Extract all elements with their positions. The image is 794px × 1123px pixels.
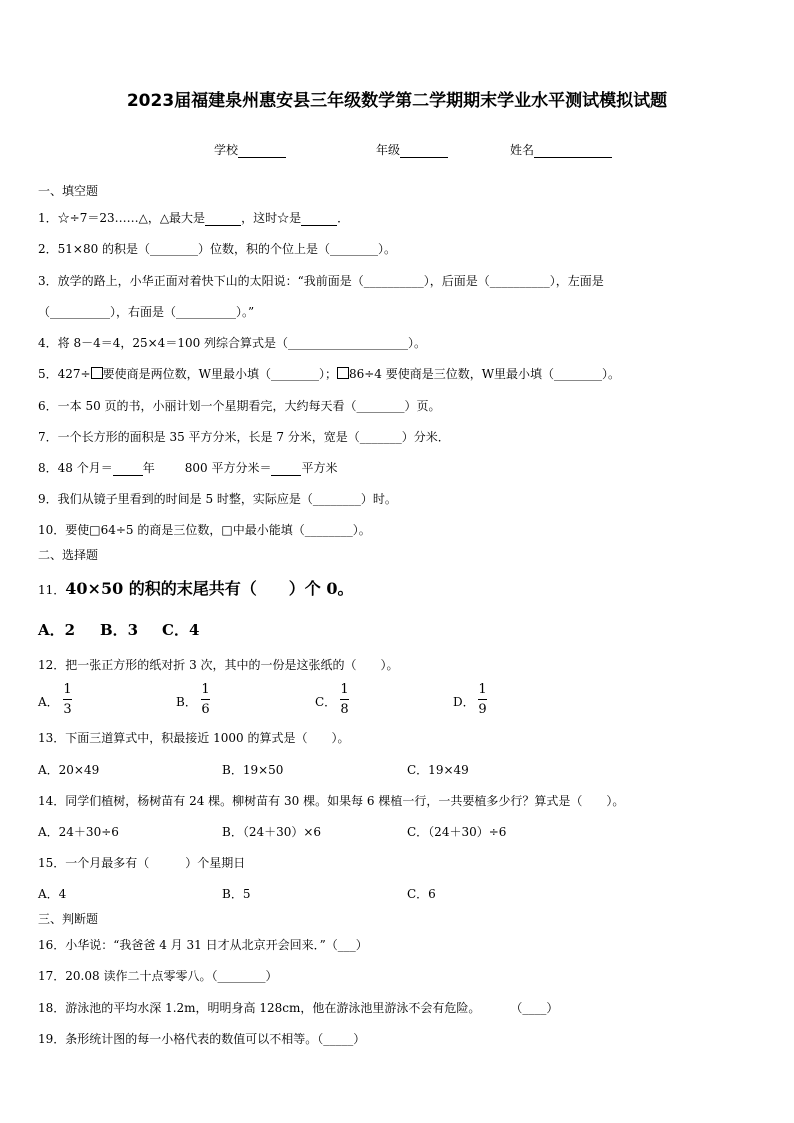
answer-blank[interactable] [205,212,241,226]
name-blank[interactable] [534,145,612,158]
question-13: 13．下面三道算式中，积最接近 1000 的算式是（ ）。 [38,731,350,745]
question-10: 10．要使□64÷5 的商是三位数，□中最小能填（________）。 [38,523,371,537]
option-b[interactable]: B．19×50 [222,763,284,777]
question-17: 17．20.08 读作二十点零零八。（________） [38,969,278,983]
question-15: 15．一个月最多有（ ）个星期日 [38,856,246,870]
question-1: 1．☆÷7＝23……△，△最大是 ，这时☆是 ． [38,211,350,225]
school-blank[interactable] [238,145,286,158]
option-c[interactable]: C．19×49 [407,763,469,777]
option-c[interactable]: C．6 [407,887,436,901]
fraction: 1 9 [478,682,487,717]
answer-blank[interactable] [113,462,143,476]
school-field[interactable] [214,141,286,158]
fraction: 1 8 [340,682,349,717]
question-14: 14．同学们植树，杨树苗有 24 棵。柳树苗有 30 棵。如果每 6 棵植一行，一共要植多少行？算式是（ ）。 [38,794,625,808]
grade-field[interactable] [376,141,448,158]
question-16: 16．小华说：“我爸爸 4 月 31 日才从北京开会回来．”（___） [38,938,368,952]
question-4: 4．将 8－4＝4，25×4＝100 列综合算式是（____________________）。 [38,336,427,350]
question-11: 11．40×50 的积的末尾共有（ ）个 0。 [38,579,354,598]
question-3-line-2: （__________），右面是（__________）。” [38,305,255,319]
section-multiple-choice: 二、选择题 [38,548,99,562]
answer-blank[interactable] [271,462,301,476]
question-19: 19．条形统计图的每一小格代表的数值可以不相等。（_____） [38,1032,366,1046]
question-3-line-1: 3．放学的路上，小华正面对着快下山的太阳说：“我前面是（__________），后面是（__________），左面是 [38,274,604,288]
question-2: 2．51×80 的积是（________）位数，积的个位上是（________）。 [38,242,397,256]
question-6: 6．一本 50 页的书，小丽计划一个星期看完，大约每天看（________）页。 [38,399,441,413]
name-field[interactable] [510,141,612,158]
option-a[interactable]: A．20×49 [38,763,100,777]
grade-label: 年级 [376,143,401,157]
option-a[interactable]: A．2 [38,621,76,639]
question-5: 5．427÷ 要使商是两位数，W里最小填（________）； 86÷4 要使商是三位数，W里最小填（________）。 [38,367,621,381]
school-label: 学校 [214,143,239,157]
option-c[interactable]: C．4 [162,621,200,639]
section-true-false: 三、判断题 [38,912,99,926]
grade-blank[interactable] [400,145,448,158]
option-b[interactable]: B． [176,695,197,709]
name-label: 姓名 [510,143,535,157]
question-9: 9．我们从镜子里看到的时间是 5 时整，实际应是（________）时。 [38,492,397,506]
option-c[interactable]: C． [315,695,337,709]
blank-box-icon [91,367,103,379]
page-title: 2023届福建泉州惠安县三年级数学第二学期期末学业水平测试模拟试题 [126,91,668,111]
option-b[interactable]: B．3 [100,621,139,639]
section-fill-in: 一、填空题 [38,184,99,198]
fraction: 1 3 [63,682,72,717]
question-7: 7．一个长方形的面积是 35 平方分米，长是 7 分米，宽是（_______）分米． [38,430,450,444]
question-12: 12．把一张正方形的纸对折 3 次，其中的一份是这张纸的（ ）。 [38,658,399,672]
question-8: 8．48 个月＝ 年 800 平方分米＝ 平方米 [38,461,338,475]
option-a[interactable]: A． [38,695,59,709]
option-b[interactable]: B．（24＋30）×6 [222,825,322,839]
option-c[interactable]: C．（24＋30）÷6 [407,825,507,839]
option-d[interactable]: D． [453,695,475,709]
blank-box-icon [337,367,349,379]
option-a[interactable]: A．4 [38,887,67,901]
option-b[interactable]: B．5 [222,887,251,901]
question-18: 18．游泳池的平均水深 1.2m，明明身高 128cm，他在游泳池里游泳不会有危险。 （____） [38,1001,559,1015]
fraction: 1 6 [201,682,210,717]
answer-blank[interactable] [301,212,337,226]
option-a[interactable]: A．24＋30÷6 [38,825,119,839]
